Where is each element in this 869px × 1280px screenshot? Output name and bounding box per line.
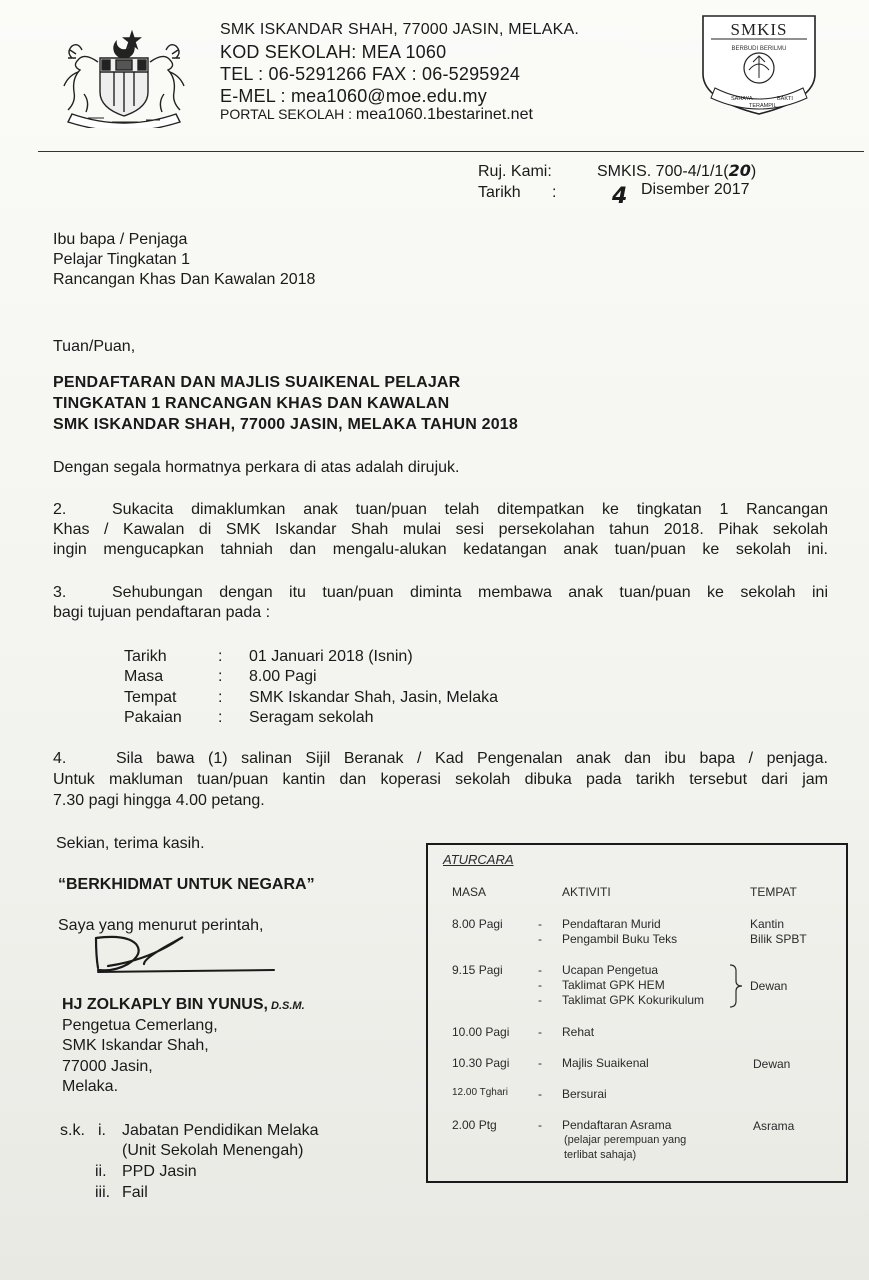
programme-box — [426, 843, 848, 1183]
programme-dash: - — [538, 963, 542, 977]
programme-place: Dewan — [750, 979, 788, 993]
cc-number: iii. — [95, 1184, 111, 1201]
programme-activity: Pendaftaran Murid — [562, 917, 661, 931]
paragraph-4-line-3: 7.30 pagi hingga 4.00 petang. — [53, 792, 265, 809]
detail-colon: : — [218, 709, 223, 726]
programme-time: 9.15 Pagi — [452, 963, 503, 977]
ref-label: Ruj. Kami: — [478, 163, 552, 180]
date-value: Disember 2017 — [641, 181, 750, 198]
programme-place: Dewan — [753, 1057, 791, 1071]
paragraph-1: Dengan segala hormatnya perkara di atas adalah dirujuk. — [53, 459, 460, 476]
programme-activity: Pendaftaran Asrama — [562, 1118, 672, 1132]
ref-close: ) — [750, 163, 757, 180]
col-header-time: MASA — [452, 885, 487, 899]
cc-item: (Unit Sekolah Menengah) — [122, 1142, 304, 1159]
ref-value — [597, 161, 756, 181]
programme-activity: Rehat — [562, 1025, 595, 1039]
detail-colon: : — [218, 668, 223, 685]
ref-number: SMKIS. 700-4/1/1( — [597, 163, 729, 180]
programme-activity: Majlis Suaikenal — [562, 1056, 649, 1070]
detail-label-attire: Pakaian — [124, 709, 182, 726]
programme-place: Asrama — [753, 1119, 795, 1133]
paragraph-3-line-1: Sehubungan dengan itu tuan/puan diminta membawa anak tuan/puan ke sekolah ini — [112, 584, 828, 601]
detail-value-date: 01 Januari 2018 (Isnin) — [249, 648, 413, 665]
subject-line-2: TINGKATAN 1 RANCANGAN KHAS DAN KAWALAN — [53, 395, 450, 412]
portal-line — [220, 106, 533, 124]
logo-motto: BERBUDI BERILMU — [731, 46, 787, 52]
subject-line-3: SMK ISKANDAR SHAH, 77000 JASIN, MELAKA TAHUN 2018 — [53, 416, 519, 433]
school-code-line: KOD SEKOLAH: MEA 1060 — [220, 42, 447, 62]
signatory-name: HJ ZOLKAPLY BIN YUNUS, — [62, 996, 268, 1013]
signature-icon — [88, 928, 278, 976]
programme-activity: Taklimat GPK HEM — [562, 978, 665, 992]
programme-activity: Bersurai — [562, 1087, 607, 1101]
programme-activity: Ucapan Pengetua — [562, 963, 659, 977]
date-day-handwritten: 4 — [612, 184, 628, 209]
cc-number: ii. — [95, 1163, 107, 1180]
programme-time: 2.00 Ptg — [452, 1118, 497, 1132]
col-header-activity: AKTIVITI — [562, 885, 611, 899]
programme-place: Kantin — [750, 917, 785, 931]
detail-colon: : — [218, 648, 223, 665]
detail-label-place: Tempat — [124, 689, 177, 706]
subject-line-1: PENDAFTARAN DAN MAJLIS SUAIKENAL PELAJAR — [53, 374, 461, 391]
programme-dash: - — [538, 917, 542, 931]
logo-ribbon-2: TERAMPIL — [749, 103, 777, 109]
date-label: Tarikh — [478, 184, 521, 201]
paragraph-4-number: 4. — [53, 750, 67, 767]
portal-url: mea1060.1bestarinet.net — [355, 106, 533, 123]
detail-label-date: Tarikh — [124, 648, 167, 665]
recipient-line-2: Pelajar Tingkatan 1 — [53, 251, 190, 268]
programme-activity: Taklimat GPK Kokurikulum — [562, 993, 705, 1007]
order-line: Saya yang menurut perintah, — [58, 917, 264, 934]
paragraph-3-number: 3. — [53, 584, 67, 601]
salutation: Tuan/Puan, — [53, 338, 136, 355]
programme-place: Bilik SPBT — [750, 932, 807, 946]
email-line: E-MEL : mea1060@moe.edu.my — [220, 86, 487, 106]
programme-dash: - — [538, 1087, 542, 1101]
programme-dash: - — [538, 978, 542, 992]
programme-activity-note: terlibat sahaja) — [564, 1149, 637, 1161]
ref-handwritten: 20 — [728, 161, 751, 180]
signatory-address-3: Melaka. — [62, 1078, 119, 1095]
curly-brace-icon — [728, 963, 744, 1009]
detail-label-time: Masa — [124, 668, 164, 685]
cc-item: PPD Jasin — [122, 1163, 197, 1180]
detail-colon: : — [218, 689, 223, 706]
programme-dash: - — [538, 1025, 542, 1039]
col-header-place: TEMPAT — [750, 885, 797, 899]
paragraph-4-line-1: Sila bawa (1) salinan Sijil Beranak / Kad Pengenalan anak dan ibu bapa / penjaga. — [116, 750, 828, 767]
cc-prefix: s.k. — [60, 1122, 85, 1139]
programme-dash: - — [538, 1056, 542, 1070]
signatory-address-1: SMK Iskandar Shah, — [62, 1037, 209, 1054]
paragraph-2-line-3: ingin mengucapkan tahniah dan mengalu-alukan kedatangan anak tuan/puan ke sekolah ini. — [53, 541, 828, 558]
cc-item: Jabatan Pendidikan Melaka — [122, 1122, 319, 1139]
recipient-line-1: Ibu bapa / Penjaga — [53, 231, 188, 248]
programme-dash: - — [538, 932, 542, 946]
header-divider — [38, 151, 864, 152]
coat-of-arms-icon — [58, 28, 190, 128]
programme-title: ATURCARA — [443, 852, 514, 867]
paragraph-4-line-2: Untuk makluman tuan/puan kantin dan koperasi sekolah dibuka pada tarikh tersebut dari jam — [53, 771, 828, 788]
cc-item: Fail — [122, 1184, 148, 1201]
paragraph-2-line-2: Khas / Kawalan di SMK Iskandar Shah mulai sesi persekolahan tahun 2018. Pihak sekolah — [53, 521, 828, 538]
programme-time: 10.30 Pagi — [452, 1056, 510, 1070]
portal-label: PORTAL SEKOLAH : — [220, 106, 356, 122]
programme-time: 10.00 Pagi — [452, 1025, 510, 1039]
detail-value-place: SMK Iskandar Shah, Jasin, Melaka — [249, 689, 499, 706]
paragraph-2-line-1: Sukacita dimaklumkan anak tuan/puan telah ditempatkan ke tingkatan 1 Rancangan — [112, 501, 828, 518]
signatory-address-2: 77000 Jasin, — [62, 1058, 153, 1075]
paragraph-2-number: 2. — [53, 501, 67, 518]
programme-time: 12.00 Tghari — [452, 1087, 508, 1098]
school-logo-icon — [697, 14, 821, 118]
motto: “BERKHIDMAT UNTUK NEGARA” — [58, 876, 315, 893]
programme-activity: Pengambil Buku Teks — [562, 932, 678, 946]
date-colon: : — [552, 184, 557, 201]
detail-value-time: 8.00 Pagi — [249, 668, 317, 685]
detail-value-attire: Seragam sekolah — [249, 709, 374, 726]
programme-dash: - — [538, 1118, 542, 1132]
closing: Sekian, terima kasih. — [56, 835, 205, 852]
programme-time: 8.00 Pagi — [452, 917, 503, 931]
paragraph-3-line-2: bagi tujuan pendaftaran pada : — [53, 604, 271, 621]
signatory-name-line — [62, 996, 305, 1014]
signatory-honor: D.S.M. — [267, 1000, 305, 1012]
school-name-line: SMK ISKANDAR SHAH, 77000 JASIN, MELAKA. — [220, 21, 580, 38]
phone-fax-line: TEL : 06-5291266 FAX : 06-5295924 — [220, 64, 521, 84]
logo-ribbon-3: BAKTI — [777, 96, 793, 102]
programme-activity-note: (pelajar perempuan yang — [564, 1134, 687, 1146]
logo-text: SMKIS — [730, 20, 788, 39]
programme-dash: - — [538, 993, 542, 1007]
logo-ribbon-1: SAHAYA — [731, 96, 753, 102]
cc-number: i. — [98, 1122, 106, 1139]
signatory-title: Pengetua Cemerlang, — [62, 1017, 218, 1034]
recipient-line-3: Rancangan Khas Dan Kawalan 2018 — [53, 271, 316, 288]
